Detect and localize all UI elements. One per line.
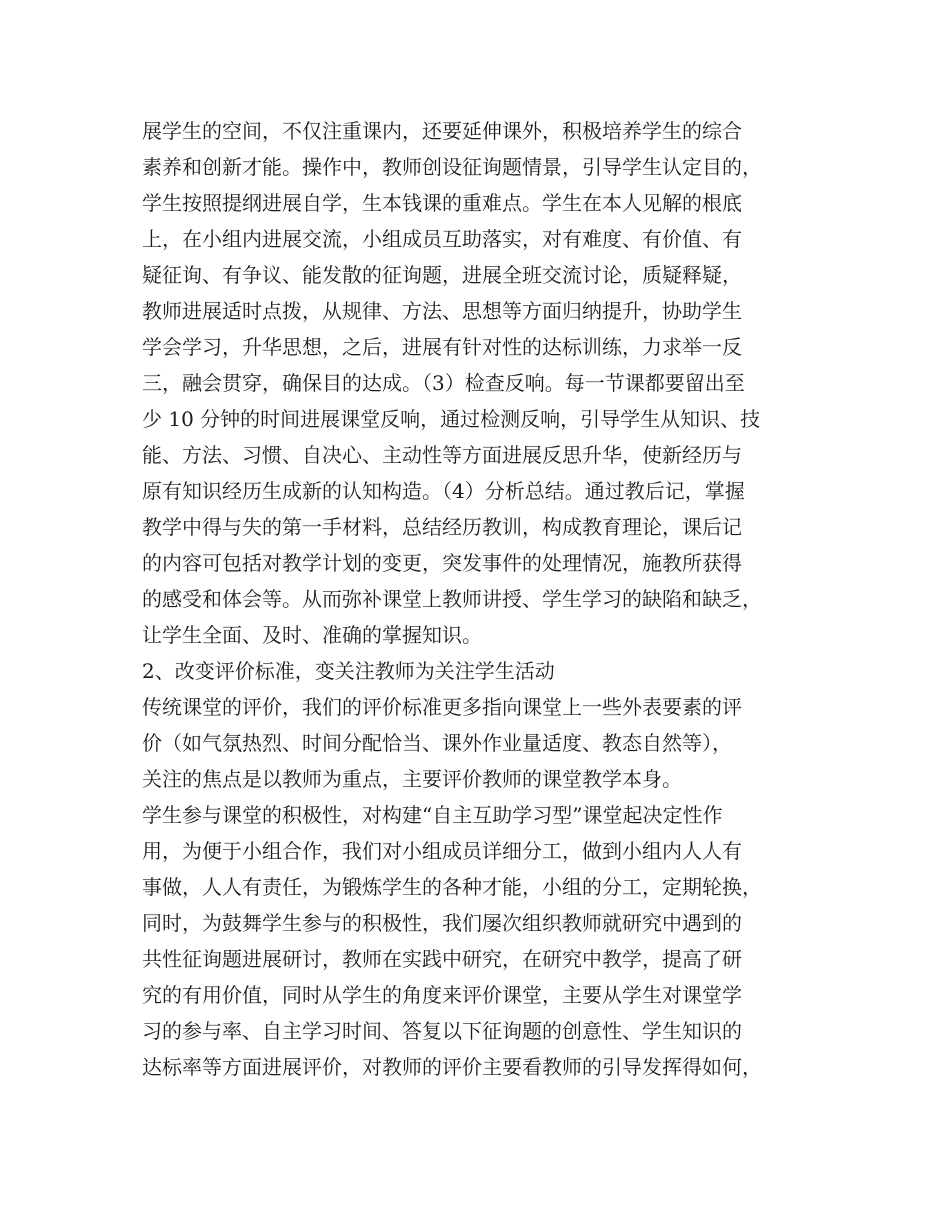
- paragraph-line: 学会学习，升华思想，之后，进展有针对性的达标训练，力求举一反: [142, 335, 742, 359]
- paragraph-line: 三，融会贯穿，确保目的达成。（3）检查反响。每一节课都要留出至: [142, 371, 745, 395]
- section-heading: 2、改变评价标准，变关注教师为关注学生活动: [142, 659, 555, 683]
- paragraph-line: 少 10 分钟的时间进展课堂反响，通过检测反响，引导学生从知识、技: [142, 407, 761, 431]
- paragraph-line: 学生按照提纲进展自学，生本钱课的重难点。学生在本人见解的根底: [142, 191, 742, 215]
- paragraph-line: 究的有用价值，同时从学生的角度来评价课堂，主要从学生对课堂学: [142, 983, 742, 1007]
- paragraph-line: 传统课堂的评价，我们的评价标准更多指向课堂上一些外表要素的评: [142, 695, 742, 719]
- document-body: [142, 113, 832, 1085]
- paragraph-line: 关注的焦点是以教师为重点，主要评价教师的课堂教学本身。: [142, 767, 682, 791]
- paragraph-line: 素养和创新才能。操作中，教师创设征询题情景，引导学生认定目的，: [142, 155, 762, 179]
- paragraph-line: 的感受和体会等。从而弥补课堂上教师讲授、学生学习的缺陷和缺乏，: [142, 587, 762, 611]
- paragraph-line: 教师进展适时点拨，从规律、方法、思想等方面归纳提升，协助学生: [142, 299, 742, 323]
- paragraph-line: 价（如气氛热烈、时间分配恰当、课外作业量适度、教态自然等），: [142, 731, 732, 755]
- paragraph-line: 学生参与课堂的积极性，对构建“自主互助学习型”课堂起决定性作: [142, 803, 723, 827]
- paragraph-line: 能、方法、习惯、自决心、主动性等方面进展反思升华，使新经历与: [142, 443, 742, 467]
- paragraph-line: 疑征询、有争议、能发散的征询题，进展全班交流讨论，质疑释疑，: [142, 263, 742, 287]
- paragraph-line: 习的参与率、自主学习时间、答复以下征询题的创意性、学生知识的: [142, 1019, 742, 1043]
- paragraph-line: 达标率等方面进展评价，对教师的评价主要看教师的引导发挥得如何，: [142, 1055, 762, 1079]
- paragraph-line: 上，在小组内进展交流，小组成员互助落实，对有难度、有价值、有: [142, 227, 742, 251]
- paragraph-line: 让学生全面、及时、准确的掌握知识。: [142, 623, 482, 647]
- paragraph-line: 展学生的空间，不仅注重课内，还要延伸课外，积极培养学生的综合: [142, 119, 742, 143]
- paragraph-line: 事做，人人有责任，为锻炼学生的各种才能，小组的分工，定期轮换，: [142, 875, 762, 899]
- paragraph-line: 的内容可包括对教学计划的变更，突发事件的处理情况，施教所获得: [142, 551, 742, 575]
- paragraph-line: 原有知识经历生成新的认知构造。（4）分析总结。通过教后记，掌握: [142, 479, 745, 503]
- paragraph-line: 共性征询题进展研讨，教师在实践中研究，在研究中教学，提高了研: [142, 947, 742, 971]
- paragraph-line: 教学中得与失的第一手材料，总结经历教训，构成教育理论，课后记: [142, 515, 742, 539]
- paragraph-line: 同时，为鼓舞学生参与的积极性，我们屡次组织教师就研究中遇到的: [142, 911, 742, 935]
- paragraph-line: 用，为便于小组合作，我们对小组成员详细分工，做到小组内人人有: [142, 839, 742, 863]
